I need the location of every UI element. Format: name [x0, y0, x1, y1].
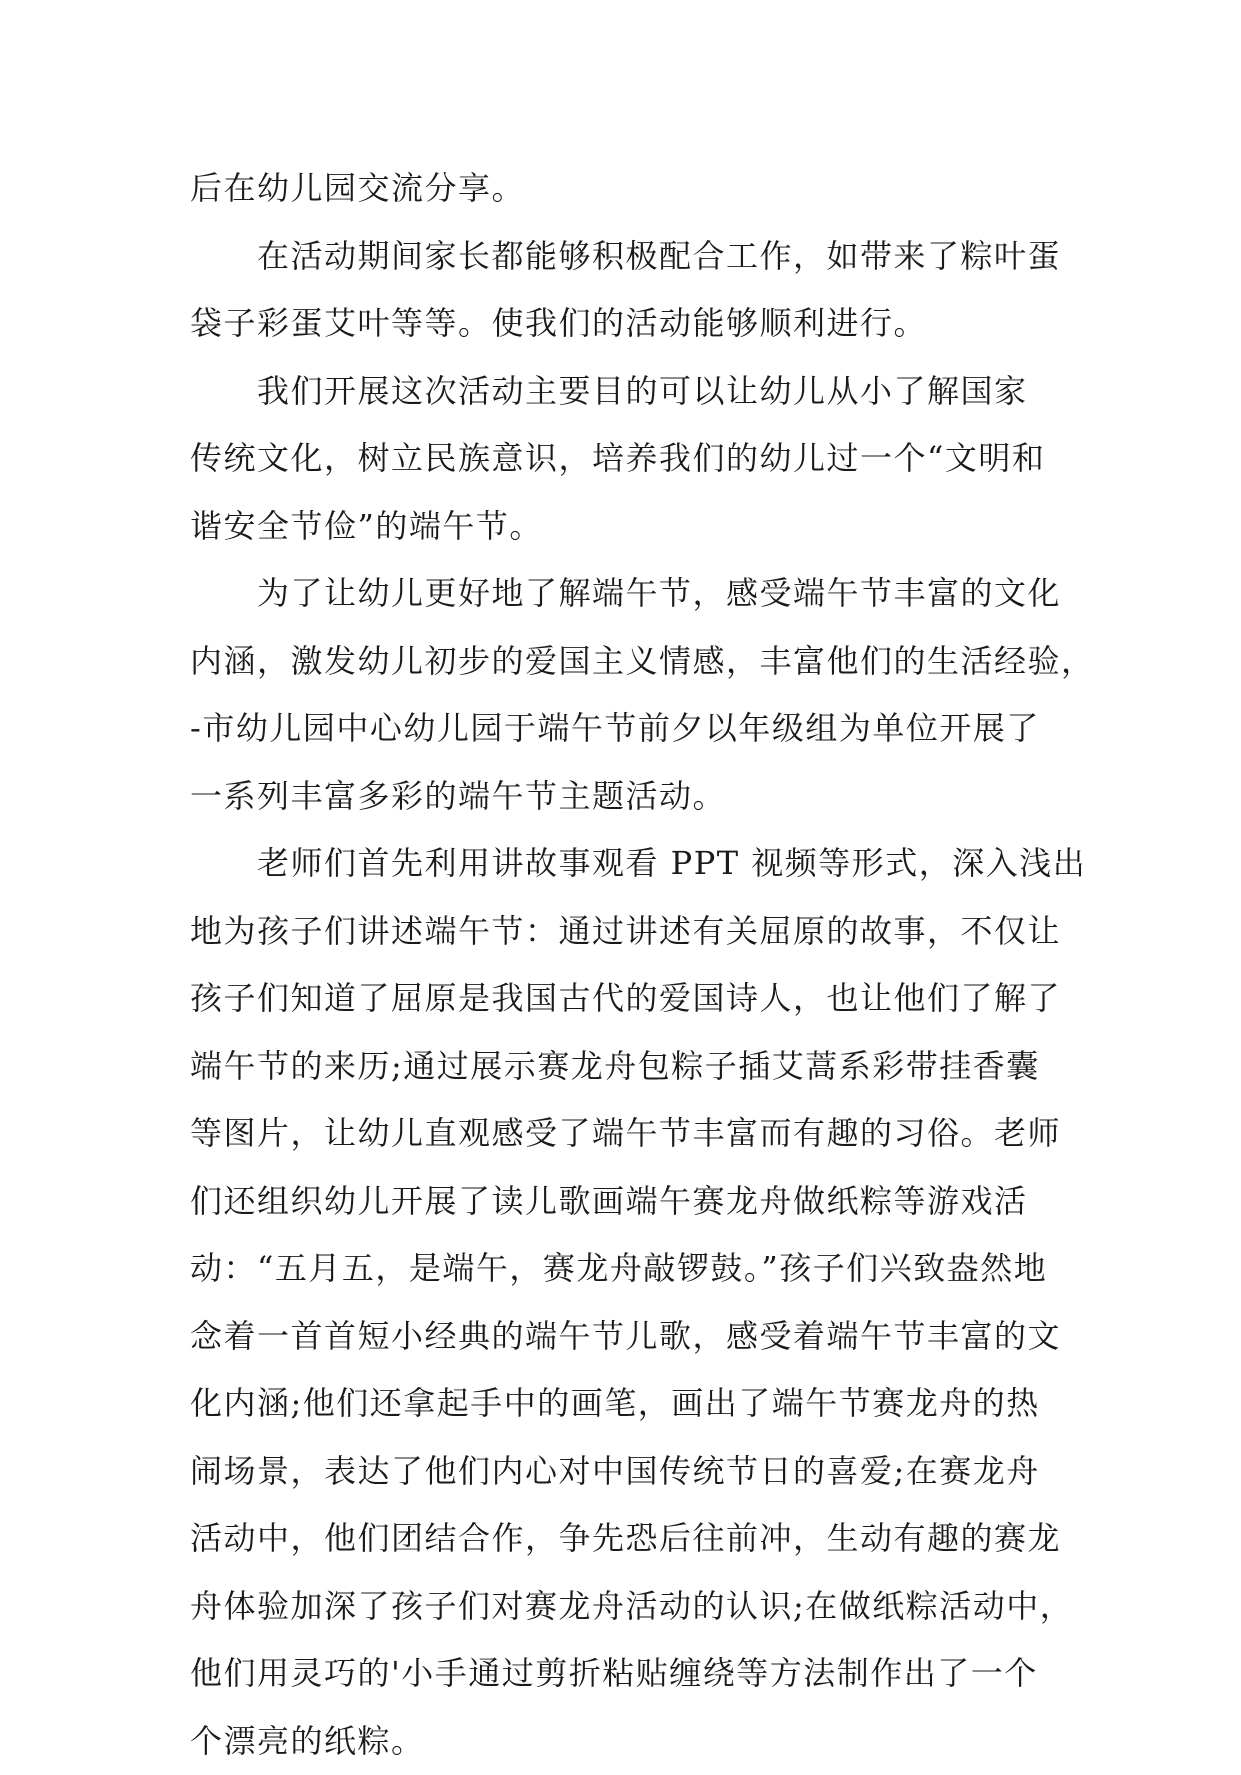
- text-line: 们还组织幼儿开展了读儿歌画端午赛龙舟做纸粽等游戏活: [190, 1168, 1050, 1236]
- text-line: 化内涵;他们还拿起手中的画笔，画出了端午节赛龙舟的热: [190, 1370, 1050, 1438]
- text-line: 袋子彩蛋艾叶等等。使我们的活动能够顺利进行。: [190, 290, 1050, 358]
- text-line: 后在幼儿园交流分享。: [190, 155, 1050, 223]
- text-line: 为了让幼儿更好地了解端午节，感受端午节丰富的文化: [190, 560, 1050, 628]
- text-line: 一系列丰富多彩的端午节主题活动。: [190, 763, 1050, 831]
- body-text: [190, 155, 1050, 1775]
- text-line: 传统文化，树立民族意识，培养我们的幼儿过一个“文明和: [190, 425, 1050, 493]
- text-line: 在活动期间家长都能够积极配合工作，如带来了粽叶蛋: [190, 223, 1050, 291]
- text-line: 闹场景，表达了他们内心对中国传统节日的喜爱;在赛龙舟: [190, 1438, 1050, 1506]
- text-line: 谐安全节俭”的端午节。: [190, 493, 1050, 561]
- text-line: -市幼儿园中心幼儿园于端午节前夕以年级组为单位开展了: [190, 695, 1050, 763]
- text-line: 地为孩子们讲述端午节：通过讲述有关屈原的故事，不仅让: [190, 898, 1050, 966]
- text-line: 活动中，他们团结合作，争先恐后往前冲，生动有趣的赛龙: [190, 1505, 1050, 1573]
- text-line: 内涵，激发幼儿初步的爱国主义情感，丰富他们的生活经验，: [190, 628, 1050, 696]
- text-line: 我们开展这次活动主要目的可以让幼儿从小了解国家: [190, 358, 1050, 426]
- text-line: 个漂亮的纸粽。: [190, 1708, 1050, 1775]
- text-line: 他们用灵巧的'小手通过剪折粘贴缠绕等方法制作出了一个: [190, 1640, 1050, 1708]
- text-line: 等图片，让幼儿直观感受了端午节丰富而有趣的习俗。老师: [190, 1100, 1050, 1168]
- text-line: 孩子们知道了屈原是我国古代的爱国诗人，也让他们了解了: [190, 965, 1050, 1033]
- text-line: 端午节的来历;通过展示赛龙舟包粽子插艾蒿系彩带挂香囊: [190, 1033, 1050, 1101]
- text-line: 动：“五月五，是端午，赛龙舟敲锣鼓。”孩子们兴致盎然地: [190, 1235, 1050, 1303]
- text-line: 念着一首首短小经典的端午节儿歌，感受着端午节丰富的文: [190, 1303, 1050, 1371]
- text-line: 舟体验加深了孩子们对赛龙舟活动的认识;在做纸粽活动中，: [190, 1573, 1050, 1641]
- text-line: 老师们首先利用讲故事观看 PPT 视频等形式，深入浅出: [190, 830, 1050, 898]
